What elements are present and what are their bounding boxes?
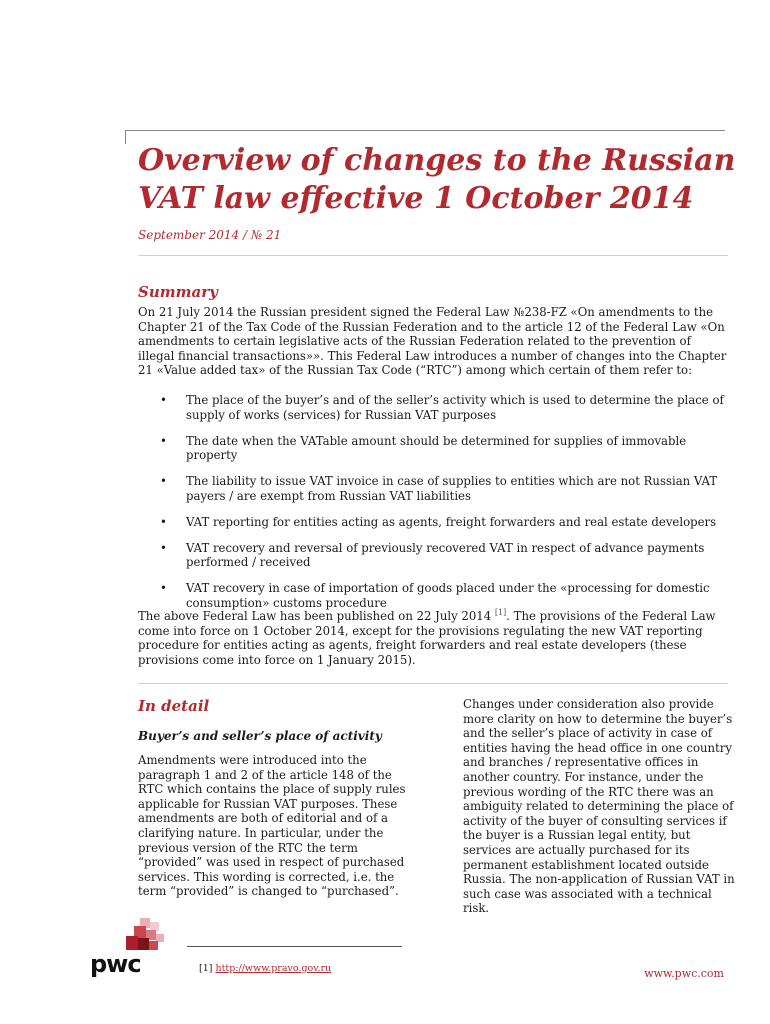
bullet-text: The place of the buyer’s and of the seller’s activity which is used to determine the place of supply of works (services) for Russian VAT purposes <box>186 393 724 422</box>
footnote-rule <box>187 946 402 947</box>
list-item <box>160 434 730 463</box>
publication-text-start: The above Federal Law has been published on 22 July 2014 <box>138 609 492 623</box>
bullet-icon: • <box>160 393 167 407</box>
footnote-link[interactable]: http://www.pravo.gov.ru <box>215 963 332 974</box>
bullet-text: VAT recovery in case of importation of goods placed under the «processing for domestic consumption» customs procedure <box>186 581 710 610</box>
logo-tiles-icon <box>90 918 170 952</box>
list-item <box>160 581 730 610</box>
header-top-rule <box>125 130 725 131</box>
bullet-text: The liability to issue VAT invoice in case of supplies to entities which are not Russian VAT payers / are exempt from Russian VAT liabilities <box>186 474 718 503</box>
footnote <box>199 963 331 974</box>
section-divider <box>138 683 728 684</box>
page-title: Overview of changes to the Russian VAT law effective 1 October 2014 <box>138 143 736 216</box>
list-item <box>160 474 730 503</box>
detail-left-column: Amendments were introduced into the paragraph 1 and 2 of the article 148 of the RTC which contains the place of supply rules applicable for Russian VAT purposes. These amendments are both of editorial and of a clarifying nature. In particular, under the previous version of the RTC the term “provided” was used in respect of purchased services. This wording is corrected, i.e. the term “provided” is changed to “purchased”. <box>138 753 406 899</box>
detail-right-column: Changes under consideration also provide more clarity on how to determine the buyer’s and the seller’s place of activity in case of entities having the head office in one country and branches / representative offices in another country. For instance, under the previous wording of the RTC there was an ambiguity related to determining the place of activity of the buyer of consulting services if the buyer is a Russian legal entity, but services are actually purchased for its permanent establishment located outside Russia. The non-application of Russian VAT in such case was associated with a technical risk. <box>463 697 735 916</box>
list-item <box>160 541 730 570</box>
in-detail-heading: In detail <box>138 697 210 715</box>
footnote-mark: [1] <box>199 963 213 974</box>
logo-wordmark: pwc <box>90 950 141 978</box>
footnote-reference[interactable]: [1] <box>494 608 507 618</box>
bullet-icon: • <box>160 540 167 555</box>
bullet-icon: • <box>160 474 167 489</box>
issue-line: September 2014 / № 21 <box>138 228 282 242</box>
list-item <box>160 515 730 530</box>
subsection-heading: Buyer’s and seller’s place of activity <box>138 729 382 743</box>
publication-text-end: . The provisions of the Federal Law come into force on 1 October 2014, except for the provisions regulating the new VAT reporting procedure for entities acting as agents, freight forwarders and real estate developers (these provisions come into force on 1 January 2015). <box>138 609 716 667</box>
header-divider <box>138 255 728 256</box>
bullet-icon: • <box>160 581 167 596</box>
pwc-logo <box>90 918 170 978</box>
page-corner-mark <box>125 130 126 144</box>
bullet-text: VAT recovery and reversal of previously recovered VAT in respect of advance payments performed / received <box>186 540 705 570</box>
bullet-icon: • <box>160 514 167 529</box>
website-link[interactable]: www.pwc.com <box>644 967 724 980</box>
bullet-text: VAT reporting for entities acting as agents, freight forwarders and real estate developers <box>186 514 717 529</box>
summary-bullet-list <box>160 393 730 622</box>
summary-heading: Summary <box>138 283 218 301</box>
publication-paragraph <box>138 609 730 667</box>
summary-intro: On 21 July 2014 the Russian president signed the Federal Law №238-FZ «On amendments to the Chapter 21 of the Tax Code of the Russian Federation and to the article 12 of the Federal Law «On amendments to certain legislative acts of the Russian Federation related to the prevention of illegal financial transactions»». This Federal Law introduces a number of changes into the Chapter 21 «Value added tax» of the Russian Tax Code (“RTC”) among which certain of them refer to: <box>138 305 727 378</box>
bullet-icon: • <box>160 433 167 448</box>
list-item <box>160 393 730 422</box>
bullet-text: The date when the VATable amount should be determined for supplies of immovable property <box>186 433 687 463</box>
